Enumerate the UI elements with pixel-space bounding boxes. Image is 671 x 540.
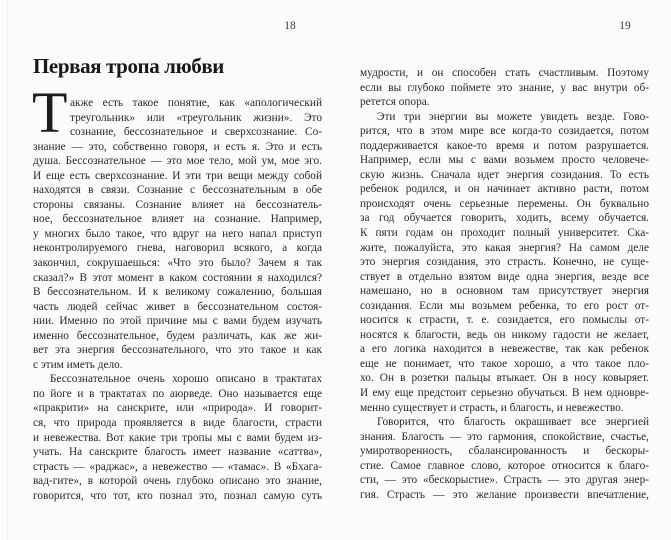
- text-line: страсть — «раджас», а невежество — «тамас». В «Бхага-: [33, 460, 322, 473]
- text-line: хо. Он в розетки пальцы втыкает. Он в носу ковыряет.: [360, 372, 649, 385]
- text-line: нии. Именно по этой причине мы с вами будем изучать: [33, 315, 322, 328]
- text-line: Говорится, что благость окрашивает все энергией: [377, 416, 649, 429]
- text-line: ретется опора.: [360, 96, 430, 109]
- page-right-text-block: [360, 66, 649, 502]
- text-line: намешано, но в основном там присутствует энергия: [360, 285, 649, 298]
- text-line: за год обучается говорить, ходить, всему обучается.: [360, 212, 649, 225]
- text-line: говорится, что тот, кто познал это, познал самую суть: [33, 489, 322, 502]
- chapter-heading: Первая тропа любви: [33, 54, 224, 78]
- paragraph: [32, 80, 322, 372]
- text-line: гия. Страсть — это желание произвести впечатление,: [360, 488, 649, 501]
- text-line: созидания. Если мы возьмем ребенка, то его рост от-: [360, 299, 649, 312]
- page-right: [360, 0, 649, 540]
- paragraph: [360, 66, 649, 110]
- text-line: вет эта энергия бессознательного, что это такое и как: [33, 344, 322, 357]
- text-line: неконтролируемого гнева, наговорил всякого, а когда: [33, 242, 322, 255]
- text-line: К пяти годам он проходит полный университет. Ска-: [360, 227, 649, 240]
- text-line: по йоге и в трактатах по аюрведе. Оно называется еще: [33, 387, 322, 400]
- page-left-text-block: [32, 80, 322, 503]
- text-line: акже есть такое понятие, как «апологический: [70, 97, 322, 109]
- paragraph: [360, 415, 649, 502]
- text-line: у многих было такое, что вдруг на него напал приступ: [33, 227, 322, 240]
- text-line: Например, если мы с вами возьмем просто человече-: [360, 154, 649, 167]
- text-line: Бессознательное очень хорошо описано в трактатах: [50, 373, 322, 386]
- text-line: сказал?» В этот момент в каком состоянии я находился?: [33, 271, 322, 284]
- text-line: находятся в связи. Сознание с бессознательным в обе: [33, 184, 322, 197]
- text-line: носится к страсти, т. е. созидается, его помыслы от-: [360, 314, 649, 327]
- text-line: скую жизнь. Сначала идет энергия созидания. То есть: [360, 168, 649, 181]
- text-line: знание — это, собственно говоря, и есть я. Это и есть: [33, 140, 322, 153]
- text-line: если вы глубоко поймете это знание, у вас внутри об-: [360, 81, 649, 94]
- text-line: умиротворенность, сбалансированность и бескоры-: [360, 445, 649, 458]
- text-line: душа. Бессознательное — это мое тело, мой ум, мое эго.: [33, 155, 322, 168]
- dropcap-letter: Т: [32, 80, 68, 145]
- text-line: знания. Благость — это гармония, спокойствие, счастье,: [360, 430, 649, 443]
- text-line: это энергия созидания, это страсть. Конечно, не суще-: [360, 256, 649, 269]
- text-line: рится, что в этом мире все когда-то созидается, потом: [360, 125, 649, 138]
- page-number-left: 18: [284, 20, 296, 32]
- text-line: вад-гите», в которой очень глубоко описано это знание,: [33, 475, 322, 488]
- text-line: жите, пожалуйста, это какая энергия? На самом деле: [360, 241, 649, 254]
- text-line: именно бессознательное, будем различать, как же жи-: [33, 329, 322, 342]
- text-line: происходят очень серьезные перемены. Он буквально: [360, 197, 649, 210]
- text-line: В бессознательном. И к великому сожалению, большая: [33, 286, 322, 299]
- text-line: с этим иметь дело.: [33, 358, 123, 371]
- page-left: [33, 0, 322, 540]
- text-line: менно существует и страсть, и благость, и невежество.: [360, 401, 624, 414]
- text-line: учать. На санскрите благость имеет название «саттва»,: [33, 446, 322, 459]
- text-line: стороны связаны. Сознание влияет на бессознатель-: [33, 198, 322, 211]
- paragraph: [360, 110, 649, 415]
- text-line: закончил, сокрушаешься: «Что это было? Зачем я так: [33, 257, 322, 270]
- paragraph: [33, 372, 322, 503]
- text-line: мудрости, и он способен стать счастливым. Поэтому: [360, 67, 649, 79]
- text-line: Эти три энергии вы можете увидеть везде. Гово-: [377, 110, 649, 123]
- text-line: И еще есть сверхсознание. И эти три вещи между собой: [33, 169, 322, 182]
- text-line: И ему еще предстоит серьезно обучаться. В нем одновре-: [360, 387, 649, 400]
- text-line: поддерживается какое-то время и потом разрушается.: [360, 139, 649, 152]
- text-line: носятся к благости, ведь он никому гадости не желает,: [360, 328, 649, 341]
- text-line: а его логика находится в невежестве, так как ребенок: [360, 343, 649, 356]
- text-line: сознание, бессознательное и сверхсознание. Со-: [70, 126, 322, 139]
- text-line: часть людей сейчас живет в бессознательном состоя-: [33, 300, 322, 313]
- page-edge-line: [7, 0, 8, 540]
- text-line: стие. Самое главное слово, которое относится к благо-: [360, 459, 649, 472]
- text-line: треугольник» или «треугольник жизни». Это: [70, 111, 322, 124]
- page-number-right: 19: [619, 20, 631, 32]
- text-line: ребенок родился, и он начинает активно расти, потом: [360, 183, 649, 196]
- text-line: ное, бессознательное влияет на сознание. Например,: [33, 213, 322, 226]
- text-line: ствует в отдельно взятом виде одна энергия, везде все: [360, 270, 649, 283]
- text-line: «пракрити» на санскрите, или «природа». И говорит-: [33, 402, 322, 415]
- text-line: сти, — это «бескорыстие». Страсть — это другая энер-: [360, 474, 649, 487]
- text-line: ся, что природа проявляется в виде благости, страсти: [33, 417, 322, 430]
- text-line: еще не понимает, что такое хорошо, а что такое пло-: [360, 357, 649, 370]
- text-line: и невежества. Вот какие три тропы мы с вами будем из-: [33, 431, 322, 444]
